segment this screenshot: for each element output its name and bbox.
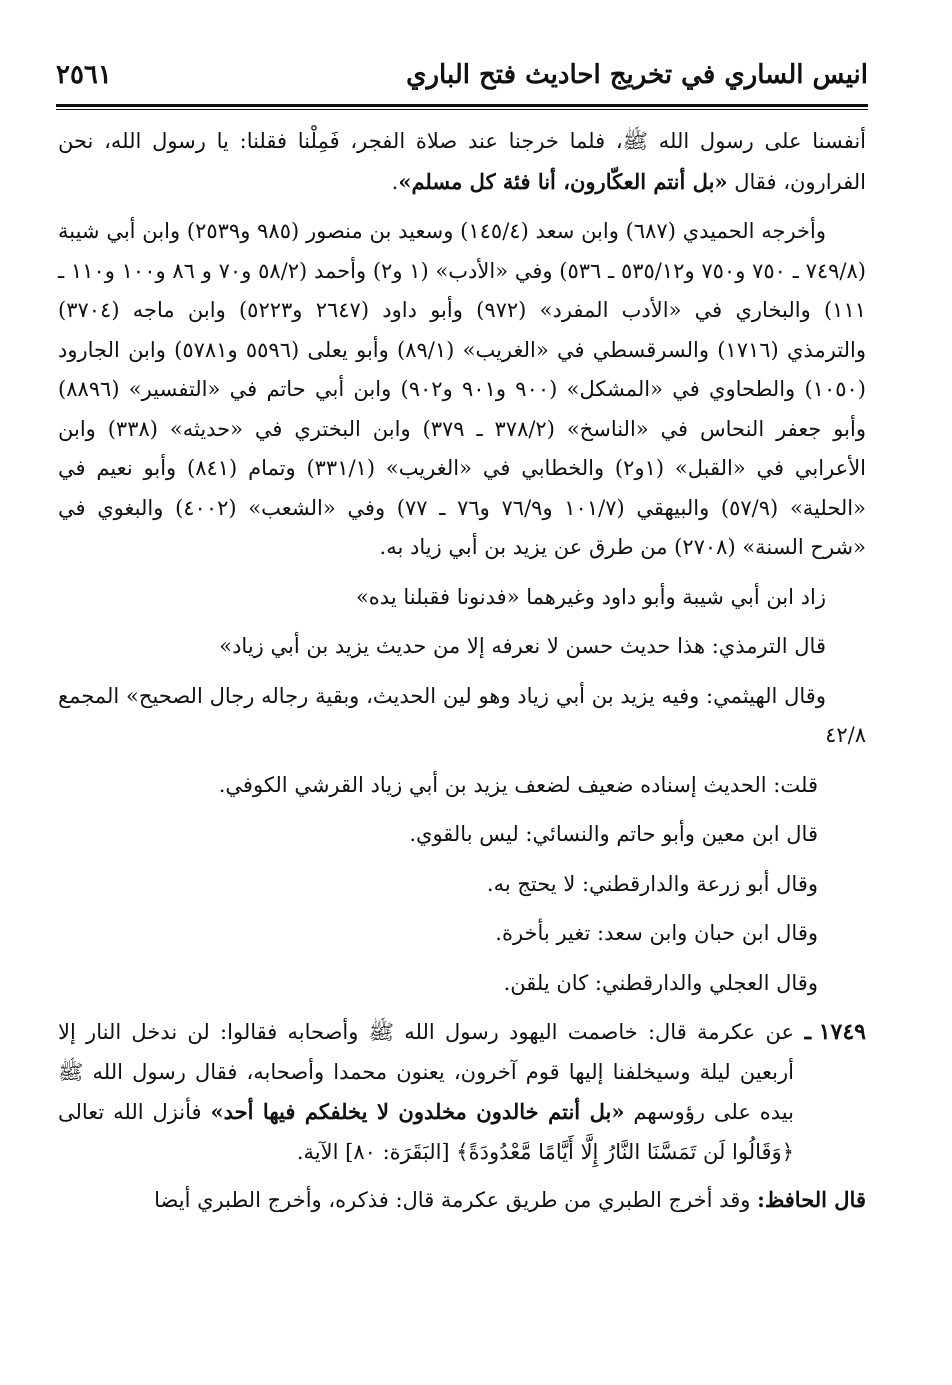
paragraph-addition: زاد ابن أبي شيبة وأبو داود وغيرهما «فدنونا فقبلنا يده» bbox=[355, 584, 826, 609]
narration-number: ١٧٤٩ ـ bbox=[804, 1019, 866, 1045]
page-number: ٢٥٦١ bbox=[56, 60, 112, 90]
paragraph-takhrij: وأخرجه الحميدي (٦٨٧) وابن سعد (١٤٥/٤) وسعيد بن منصور (٩٨٥ و٢٥٣٩) وابن أبي شيبة (٧٤٩/٨ ـ ٧٥٠ و٧٥٠ و٥٣٥/١٢ ـ ٥٣٦) وفي «الأدب» (١ و٢) وأحمد (٥٨/٢ و٧٠ و ٨٦ و١٠٠ و١١٠ ـ ١١١) والبخاري في «الأدب المفرد» (٩٧٢) وأبو داود (٢٦٤٧ و٥٢٢٣) وابن ماجه (٣٧٠٤) والترمذي (١٧١٦) والسرقسطي في «الغريب» (٨٩/١) وأبو يعلى (٥٥٩٦ و٥٧٨١) وابن الجارود (١٠٥٠) والطحاوي في «المشكل» (٩٠٠ و٩٠١ و٩٠٢) وابن أبي حاتم في «التفسير» (٨٨٩٦) وأبو جعفر النحاس في «الناسخ» (٣٧٨/٢ ـ ٣٧٩) وابن البختري في «حديثه» (٣٣٨) وابن الأعرابي في «القبل» (١و٢) والخطابي في «الغريب» (٣٣١/١) وتمام (٨٤١) وأبو نعيم في «الحلية» (٥٧/٩) والبيهقي (١٠١/٧ و٧٦/٩ و٧٦ ـ ٧٧) وفي «الشعب» (٤٠٠٢) والبغوي في «شرح السنة» (٢٧٠٨) من طرق عن يزيد بن أبي زياد به. bbox=[58, 219, 867, 559]
header-rule bbox=[56, 104, 868, 110]
paragraph-verdict: قلت: الحديث إسناده ضعيف لضعف يزيد بن أبي زياد القرشي الكوفي. bbox=[218, 772, 818, 797]
paragraph-hadith-end bbox=[58, 122, 866, 202]
bold-quote: «بل أنتم العكّارون، أنا فئة كل مسلم» bbox=[398, 168, 728, 194]
paragraph-ijli: وقال العجلي والدارقطني: كان يلقن. bbox=[503, 970, 818, 995]
paragraph-abu-zura: وقال أبو زرعة والدارقطني: لا يحتج به. bbox=[486, 871, 818, 896]
narration-bold-quote: «بل أنتم خالدون مخلدون لا يخلفكم فيها أحد» bbox=[210, 1099, 625, 1124]
narration-text-a: عن عكرمة قال: خاصمت اليهود رسول الله ﷺ وأصحابه فقالوا: لن ندخل النار إلا أربعين ليلة وسيخلفنا إليها قوم آخرون، يعنون محمدا وأصحابه، فقال رسول الله ﷺ بيده على رؤوسهم bbox=[58, 1020, 794, 1124]
paragraph-tirmidhi: قال الترمذي: هذا حديث حسن لا نعرفه إلا من حديث يزيد بن أبي زياد» bbox=[219, 634, 826, 658]
running-title: انيس الساري في تخريج احاديث فتح الباري bbox=[406, 60, 868, 90]
page-header bbox=[56, 58, 868, 102]
hafiz-label: قال الحافظ: bbox=[757, 1187, 866, 1212]
narration-text bbox=[58, 1013, 794, 1172]
paragraph-end: . bbox=[391, 169, 399, 194]
narration-text-b: فأنزل الله تعالى ﴿وَقَالُوا لَن تَمَسَّنَا النَّارُ إِلَّا أَيَّامًا مَّعْدُودَةً﴾ [البَقَرَة: ٨٠] الآية. bbox=[58, 1100, 794, 1164]
paragraph-ibn-main: قال ابن معين وأبو حاتم والنسائي: ليس بالقوي. bbox=[409, 822, 818, 846]
hafiz-text: وقد أخرج الطبري من طريق عكرمة قال: فذكره، وأخرج الطبري أيضا bbox=[154, 1188, 751, 1212]
narration-1749 bbox=[58, 1013, 866, 1172]
paragraph-hafiz bbox=[58, 1180, 866, 1221]
paragraph-text: أنفسنا على رسول الله ﷺ، فلما خرجنا عند صلاة الفجر، فَمِلْنا فقلنا: يا رسول الله، نحن الفرارون، فقال bbox=[58, 129, 866, 194]
paragraph-haythami: وقال الهيثمي: وفيه يزيد بن أبي زياد وهو لين الحديث، وبقية رجاله رجال الصحيح» المجمع ٤٢/٨ bbox=[58, 683, 866, 747]
page-body bbox=[58, 122, 866, 1231]
paragraph-ibn-hibban: وقال ابن حبان وابن سعد: تغير بأخرة. bbox=[495, 921, 818, 945]
